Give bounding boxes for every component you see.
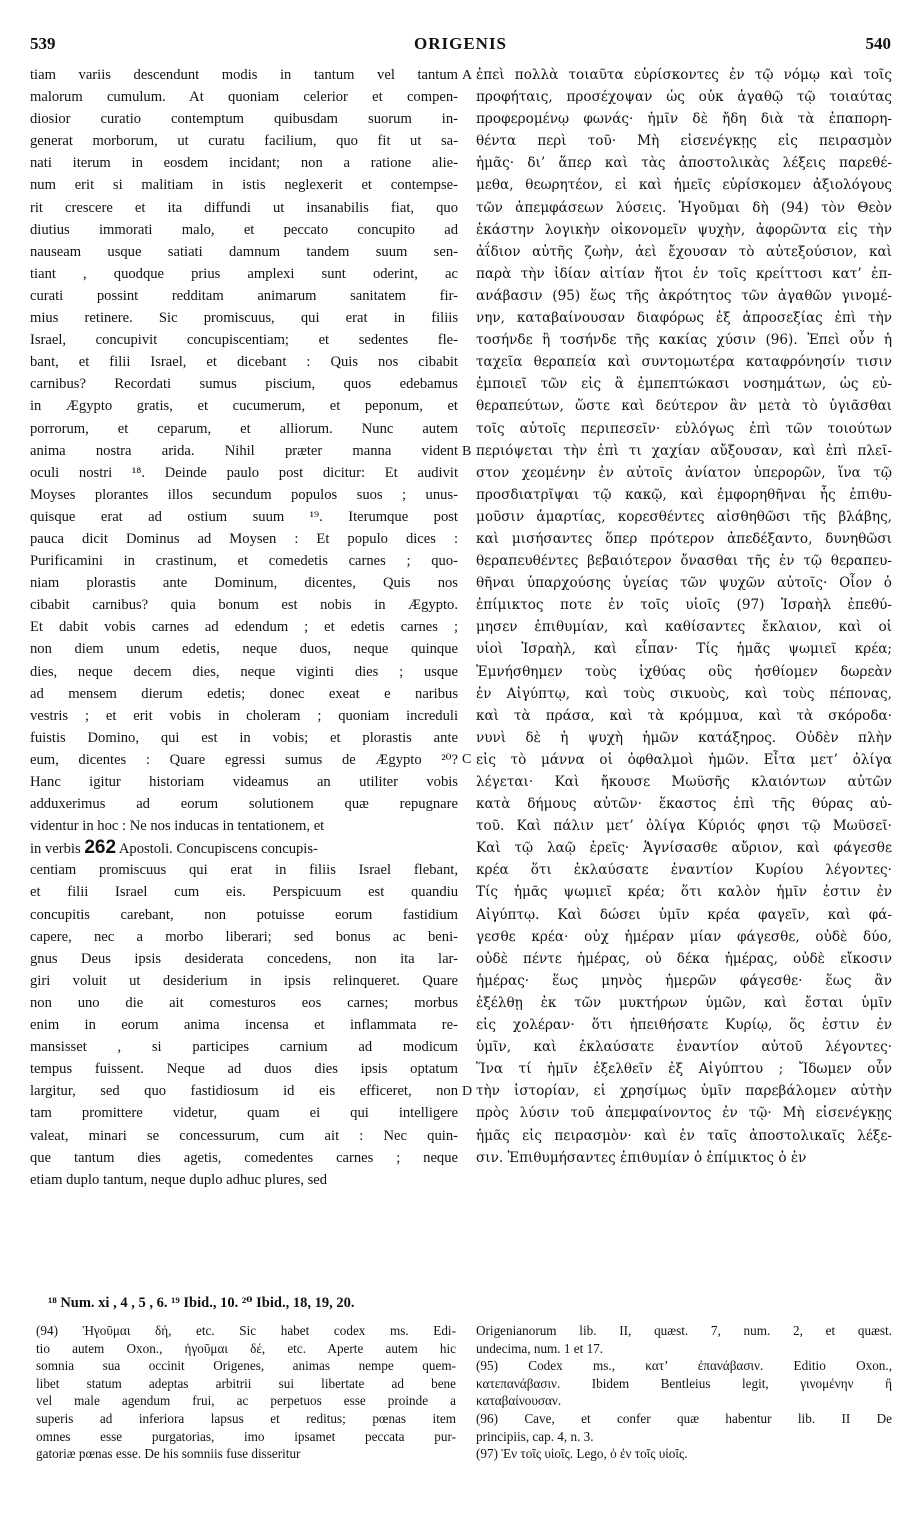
note-line: Origenianorum lib. II, quæst. 7, num. 2, et quæst.	[476, 1323, 892, 1338]
latin-text-line: centiam promiscuus qui erat in filiis Israel flebant,	[30, 862, 458, 879]
greek-text-line: ἀΐδιον αὐτῆς ζωὴν, ἀεὶ ἔχουσαν τὸ αὐτεξούσιον, καὶ	[476, 243, 892, 260]
latin-text-line: videntur in hoc : Ne nos inducas in tentationem, et	[30, 818, 325, 835]
latin-text-line: diutius immorati malo, et peccato concupito ad	[30, 221, 458, 238]
greek-text-line: κατὰ δήμους αὐτῶν· ἕκαστος ἐπὶ τῆς θύρας αὐ-	[476, 796, 892, 813]
greek-text-line: εἰς τὸ μάννα οἱ ὀφθαλμοὶ ἡμῶν. Εἶτα μετ’ ὀλίγα	[476, 751, 892, 768]
greek-text-line: Αἰγύπτῳ. Καὶ δώσει ὑμῖν κρέα φαγεῖν, καὶ φά-	[476, 906, 892, 923]
greek-text-line: ἑκάστην λογικὴν οἰκονομεῖν ψυχὴν, ἀφορῶντα εἰς τὴν	[476, 221, 892, 238]
greek-text-line: σιν. Ἐπιθυμήσαντες ἐπιθυμίαν ὁ ἐπίμικτος ὁ ἐν	[476, 1149, 807, 1166]
latin-text-line: mansisset , si participes carnium ad modicum	[30, 1039, 458, 1056]
note-line: vel male agendum frui, ac perpetuos esse proinde a	[36, 1393, 456, 1409]
greek-text-line: στον χεομένην ἐν αὐτοῖς ἀνίατον ὑπερορῶν, ἵνα τῷ	[476, 464, 892, 481]
note-line: tio autem Oxon., ἡγοῦμαι δέ, etc. Aperte autem hic	[36, 1340, 456, 1356]
greek-text-line: προφερομένῳ φωνάς· ἡμῖν δὲ ἤδη διὰ τὰ ἐπαπορη-	[476, 111, 892, 128]
latin-text-line: cibabit carnibus? quia bonum est nobis in Ægypto.	[30, 597, 458, 614]
notes-left-column	[36, 1322, 456, 1463]
greek-text-line: προφήταις, προσέχοψαν ὡς οὐκ ἀγαθῷ τῷ τοιαύτας	[476, 89, 892, 106]
greek-text-line: γεσθε κρέα· οὐχ ἡμέραν μίαν φάγεσθε, οὐδὲ δύο,	[476, 928, 892, 945]
greek-text-line: θεραπευθέντες βεβαιότερον ὄνασθαι τῆς ἐν τῷ θεραπευ-	[476, 553, 892, 570]
note-line: omnes esse purgatorias, imo ipsamet peccata pur-	[36, 1428, 456, 1444]
greek-text-line: μησεν ἐπιθυμίαν, καὶ καθίσαντες ἔκλαιον, καὶ οἱ	[476, 619, 892, 636]
latin-text-line: adduxerimus ad eorum solutionem quæ repugnare	[30, 796, 458, 813]
greek-text-line: καὶ τὰ πράσα, καὶ τὰ κρόμμυα, καὶ τὰ σκόροδα·	[476, 707, 892, 724]
latin-text-line: mius retinere. Sic promiscuus, qui erat in filiis	[30, 310, 458, 327]
greek-text-line: ἡμᾶς εἰς πειρασμὸν· καὶ ἐν ταῖς ἀποστολικαῖς λέξε-	[476, 1127, 892, 1144]
note-line: principiis, cap. 4, n. 3.	[476, 1428, 594, 1444]
latin-text-line: ad mensem dierum edetis; donec exeat e naribus	[30, 685, 458, 702]
greek-text-line: τοῖς αὐτοῖς περιπεσεῖν· εὐλόγως ἐπὶ τῶν τοιούτων	[476, 420, 892, 437]
greek-text-line: μεθα, θεωρητέον, εἰ καὶ ἡμεῖς εὑρίσκομεν ἀξιολόγους	[476, 177, 892, 194]
text-fragment: Apostoli. Concupiscens concupis-	[116, 841, 318, 858]
note-line: superis ad inferiora lapsus et reditus; pœnas item	[36, 1410, 456, 1426]
latin-text-line: rit crescere et ita diffundi ut insanabilis fiat, quo	[30, 199, 458, 216]
note-line: somnia sua occinit Origenes, animas nempe quem-	[36, 1358, 456, 1374]
latin-text-line: Purificamini in crastinum, et comedetis carnes ; quo-	[30, 553, 458, 570]
greek-text-line: μοῦσιν ἁμαρτίας, κορεσθέντες αἰσθηθῶσι τῆς βλάβης,	[476, 508, 892, 525]
greek-text-line: τὴν ἱστορίαν, εἰ χρησίμως ὑμῖν παρεβάλομεν αὐτὴν	[476, 1083, 892, 1100]
note-line: (97) Ἐν τοῖς υἱοῖς. Lego, ὁ ἐν τοῖς υἱοῖς.	[476, 1446, 688, 1462]
latin-text-line: pauca dicit Dominus ad Moysen : Et populo dices :	[30, 530, 458, 547]
latin-text-line: giri voluit ut desiderium in ipsis relinqueret. Quare	[30, 972, 458, 989]
latin-text-line: dies, neque decem dies, neque viginti dies ; usque	[30, 663, 458, 680]
greek-text-line: ἐπεὶ πολλὰ τοιαῦτα εὑρίσκοντες ἐν τῷ νόμῳ καὶ τοῖς	[476, 67, 892, 83]
greek-text-line: Τίς ἡμᾶς ψωμιεῖ κρέα; ὅτι καλὸν ἡμῖν ἐστιν ἐν	[476, 884, 892, 901]
margin-mark-b: B	[462, 444, 472, 459]
greek-text-line: καὶ μισήσαντες ὅπερ πρότερον ἀπεδέξαντο, δυνηθῶσι	[476, 530, 892, 547]
note-line: (95) Codex ms., κατ’ ἐπανάβασιν. Editio Oxon.,	[476, 1358, 892, 1374]
latin-text-line: quisque erat ad ostium suum ¹⁹. Iterumque post	[30, 508, 458, 525]
greek-text-line: περιόψεται τὴν ἐπὶ τι χαχίαν αὔξουσαν, καὶ ἐπὶ πλεῖ-	[476, 442, 892, 459]
latin-text-line: valeat, minari se concessurum, cum ait : Nec quin-	[30, 1127, 458, 1144]
greek-text-line: θεραπεύτων, ὥστε καὶ δεύτερον ἂν μετὰ τὸ ὑγιᾶσθαι	[476, 398, 892, 415]
latin-text-line: fuistis Domino, qui est in vobis; et plorastis ante	[30, 729, 458, 746]
latin-text-line: curati possint redditam animarum sanitatem fir-	[30, 287, 458, 304]
greek-text-line: Ἵνα τί ἡμῖν ἐξελθεῖν ἐξ Αἰγύπτου ; Ἴδωμεν οὖν	[476, 1061, 892, 1078]
latin-text-line: non uno die ait comesturos eos carnes; morbus	[30, 994, 458, 1011]
greek-text-line: ἐξέλθῃ ἐκ τῶν μυκτήρων ὑμῶν, καὶ ἔσται ὑμῖν	[476, 994, 892, 1011]
latin-text-line: et filii Israel cum eis. Perspicuum est quandiu	[30, 884, 458, 901]
greek-column	[476, 64, 892, 1169]
latin-text-line: enim in eorum anima incensa et inflammata re-	[30, 1017, 458, 1034]
greek-text-line: ἡμᾶς· δι’ ἅπερ καὶ τὰς ἀποστολικὰς λέξεις παρεθέ-	[476, 155, 892, 172]
latin-text-line: eum, dicentes : Quare egressi sumus de Ægypto ²⁰?	[30, 751, 458, 768]
greek-text-line: τῶν ἀπεμφάσεων λύσεις. Ἡγοῦμαι δὴ (94) τὸν Θεὸν	[476, 199, 892, 216]
latin-text-line: tempus fuissent. Neque ad duos dies ipsis optatum	[30, 1061, 458, 1078]
greek-text-line: Ἐμνήσθημεν τοὺς ἰχθύας οὓς ἠσθίομεν δωρεὰν	[476, 663, 892, 680]
note-line: libet statum adeptas arbitrii sui libertate ad bene	[36, 1375, 456, 1391]
greek-text-line: ἐπίμικτος ποτε ἐν τοῖς υἱοῖς (97) Ἰσραὴλ ἐπεθύ-	[476, 597, 892, 614]
latin-text-line: malorum cumulum. At quoniam celerior et compen-	[30, 89, 458, 106]
greek-text-line: προσδιατρῖψαι τῷ κακῷ, καὶ ἐμφορηθῆναι ἧς ἐπιθυ-	[476, 486, 892, 503]
latin-text-line: non diem unum edetis, neque duos, neque quinque	[30, 641, 458, 658]
margin-mark-d: D	[462, 1084, 473, 1099]
latin-text-line: in Ægypto gratis, et cucumerum, et peponum, et	[30, 398, 458, 415]
greek-text-line: ἡμέρας· ἕως μηνὸς ἡμερῶν φάγεσθε· ἕως ἂν	[476, 972, 892, 989]
latin-text-line: nauseam usque satiati damnum tandem suum sen-	[30, 243, 458, 260]
greek-text-line: νην, καταβαίνουσαν διαφόρως ἐξ ἀπροσεξίας ἐπὶ τὴν	[476, 310, 892, 327]
latin-text-line: Israel, concupivit concupiscentiam; et sedentes fle-	[30, 332, 458, 349]
note-line: καταβαίνουσαν.	[476, 1393, 562, 1409]
greek-text-line: πρὸς λύσιν τοῦ ἀπεμφαίνοντος ἐν τῷ· Μὴ εἰσενέγκῃς	[476, 1105, 892, 1122]
latin-text-line: Moyses plorantes illos secundum populos suos ; unus-	[30, 486, 458, 503]
greek-text-line: θῆναι ὑπαρχούσης ὑγείας τῶν ψυχῶν αὐτοῖς· Οἷον ὁ	[476, 575, 892, 592]
latin-text-line: tam promittere videtur, quam ei qui intelligere	[30, 1105, 458, 1122]
latin-text-line: gnus Deus ipsis desiderata concedens, non ita lar-	[30, 950, 458, 967]
latin-text-line: Hanc igitur historiam videamus an utiliter vobis	[30, 774, 458, 790]
latin-text-line: anima nostra arida. Nihil præter manna vident	[30, 442, 458, 459]
right-page-number: 540	[865, 34, 891, 53]
greek-text-line: ανάβασιν (95) ἕως τῆς ἀκρότητος τῶν ἀγαθῶν γινομέ-	[476, 287, 892, 304]
latin-text-line	[30, 837, 458, 859]
notes-right-column	[476, 1322, 892, 1463]
note-line: (96) Cave, et confer quæ habentur lib. II De	[476, 1410, 892, 1426]
note-line: κατεπανάβασιν. Ibidem Bentleius legit, γινομένην ἢ	[476, 1375, 892, 1391]
note-line: gatoriæ pœnas esse. De his somniis fuse disseritur	[36, 1446, 301, 1462]
greek-text-line: ἐμποιεῖ τῶν εἰς ἃ ἐμπεπτώκασι νοσημάτων, ὡς εὐ-	[476, 376, 892, 393]
latin-text-line: vestris ; et erit vobis in choleram ; quoniam increduli	[30, 707, 458, 724]
page-title: ORIGENIS	[413, 34, 508, 53]
margin-mark-a: A	[462, 68, 473, 83]
greek-text-line: οὐδὲ πέντε ἡμέρας, οὐ δέκα ἡμέρας, οὐδὲ εἴκοσιν	[476, 950, 892, 967]
latin-text-line: oculi nostri ¹⁸. Deinde paulo post dicitur: Et audivit	[30, 464, 458, 481]
latin-text-line: porrorum, et ceparum, et alliorum. Nunc autem	[30, 420, 458, 437]
latin-text-line: tiant , quodque prius amplexi sunt oderint, ac	[30, 265, 458, 282]
greek-text-line: νυνὶ δὲ ἡ ψυχὴ ἡμῶν κατάξηρος. Οὐδὲν πλὴν	[476, 729, 892, 746]
greek-text-line: ταχεῖα θεραπεία καὶ συντομωτέρα καταφρόνησίν τισιν	[476, 354, 892, 371]
latin-text-line: Et dabit vobis carnes ad edendum ; et edetis carnes ;	[30, 619, 458, 636]
greek-text-line: υἱοὶ Ἰσραὴλ, καὶ εἶπαν· Τίς ἡμᾶς ψωμιεῖ κρέα;	[476, 641, 892, 658]
latin-text-line: num erit si malitiam in istis neglexerit et contempse-	[30, 177, 458, 194]
footnote-references: ¹⁸ Num. xi , 4 , 5 , 6. ¹⁹ Ibid., 10. ²⁰ Ibid., 18, 19, 20.	[48, 1295, 355, 1311]
latin-text-line: etiam duplo tantum, neque duplo adhuc plures, sed	[30, 1171, 328, 1188]
greek-text-line: εἰς χολέραν· ὅτι ἠπειθήσατε Κυρίῳ, ὅς ἐστιν ἐν	[476, 1017, 892, 1034]
note-line: (94) Ἡγοῦμαι δή, etc. Sic habet codex ms. Edi-	[36, 1323, 456, 1338]
greek-text-line: ὑμῖν, καὶ ἐκλαύσατε ἐναντίον αὐτοῦ λέγοντες·	[476, 1039, 892, 1056]
margin-mark-c: C	[462, 752, 472, 767]
latin-text-line: generat morborum, ut curatu facilium, quo fit ut sa-	[30, 133, 458, 150]
latin-text-line: diosior curatio contemptum quibusdam suorum in-	[30, 111, 458, 128]
latin-text-line: que tantum dies agetis, comedentes carnes ; neque	[30, 1149, 458, 1166]
latin-text-line: tiam variis descendunt modis in tantum vel tantum	[30, 67, 458, 83]
note-line: undecima, num. 1 et 17.	[476, 1340, 604, 1356]
greek-text-line: κρέα ὅτι ἐκλαύσατε ἐναντίον Κυρίου λέγοντες·	[476, 862, 892, 879]
greek-text-line: τοῦ. Καὶ πάλιν μετ’ ὀλίγα Κύριός φησι τῷ Μωϋσεῖ·	[476, 818, 892, 835]
latin-column	[30, 64, 458, 1191]
latin-text-line: capere, nec a morbo liberari; sed bonus ac beni-	[30, 928, 458, 945]
latin-text-line: concupitis carebant, non potuisse eorum fastidium	[30, 906, 458, 923]
greek-text-line: τοσήνδε ἢ τοσήνδε τῆς κακίας χύσιν (96). Ἐπεὶ οὖν ἡ	[476, 332, 892, 349]
greek-text-line: θέντα περὶ τοῦ· Μὴ εἰσενέγκῃς εἰς πειρασμὸν	[476, 133, 892, 150]
latin-text-line: largitur, sed quo fastidiosum id eis efficeret, non	[30, 1083, 458, 1100]
greek-text-line: ἐν Αἰγύπτῳ, καὶ τοὺς σικυοὺς, καὶ τοὺς πέπονας,	[476, 685, 892, 702]
greek-text-line: Καὶ τῷ λαῷ ἐρεῖς· Ἁγνίσασθε αὔριον, καὶ φάγεσθε	[476, 840, 892, 857]
greek-text-line: λέγεται· Καὶ ἤκουσε Μωϋσῆς κλαιόντων αὐτῶν	[476, 774, 892, 790]
text-fragment: in verbis	[30, 841, 85, 858]
left-page-number: 539	[30, 34, 56, 53]
greek-text-line: παρὰ τὴν ἰδίαν αἰτίαν ἤτοι ἐν τοῖς κρείττοσι κατ’ ἐπ-	[476, 265, 892, 282]
latin-text-line: niam plorastis ante Dominum, dicentes, Quis nos	[30, 575, 458, 592]
latin-text-line: carnibus? Recordati sumus piscium, quos edebamus	[30, 376, 458, 393]
latin-text-line: bant, et filii Israel, et dicebant : Quis nos cibabit	[30, 354, 458, 371]
latin-text-line: nati iterum in eosdem incidant; non a ratione alie-	[30, 155, 458, 172]
running-header	[30, 34, 891, 58]
column-number: 262	[84, 837, 117, 859]
